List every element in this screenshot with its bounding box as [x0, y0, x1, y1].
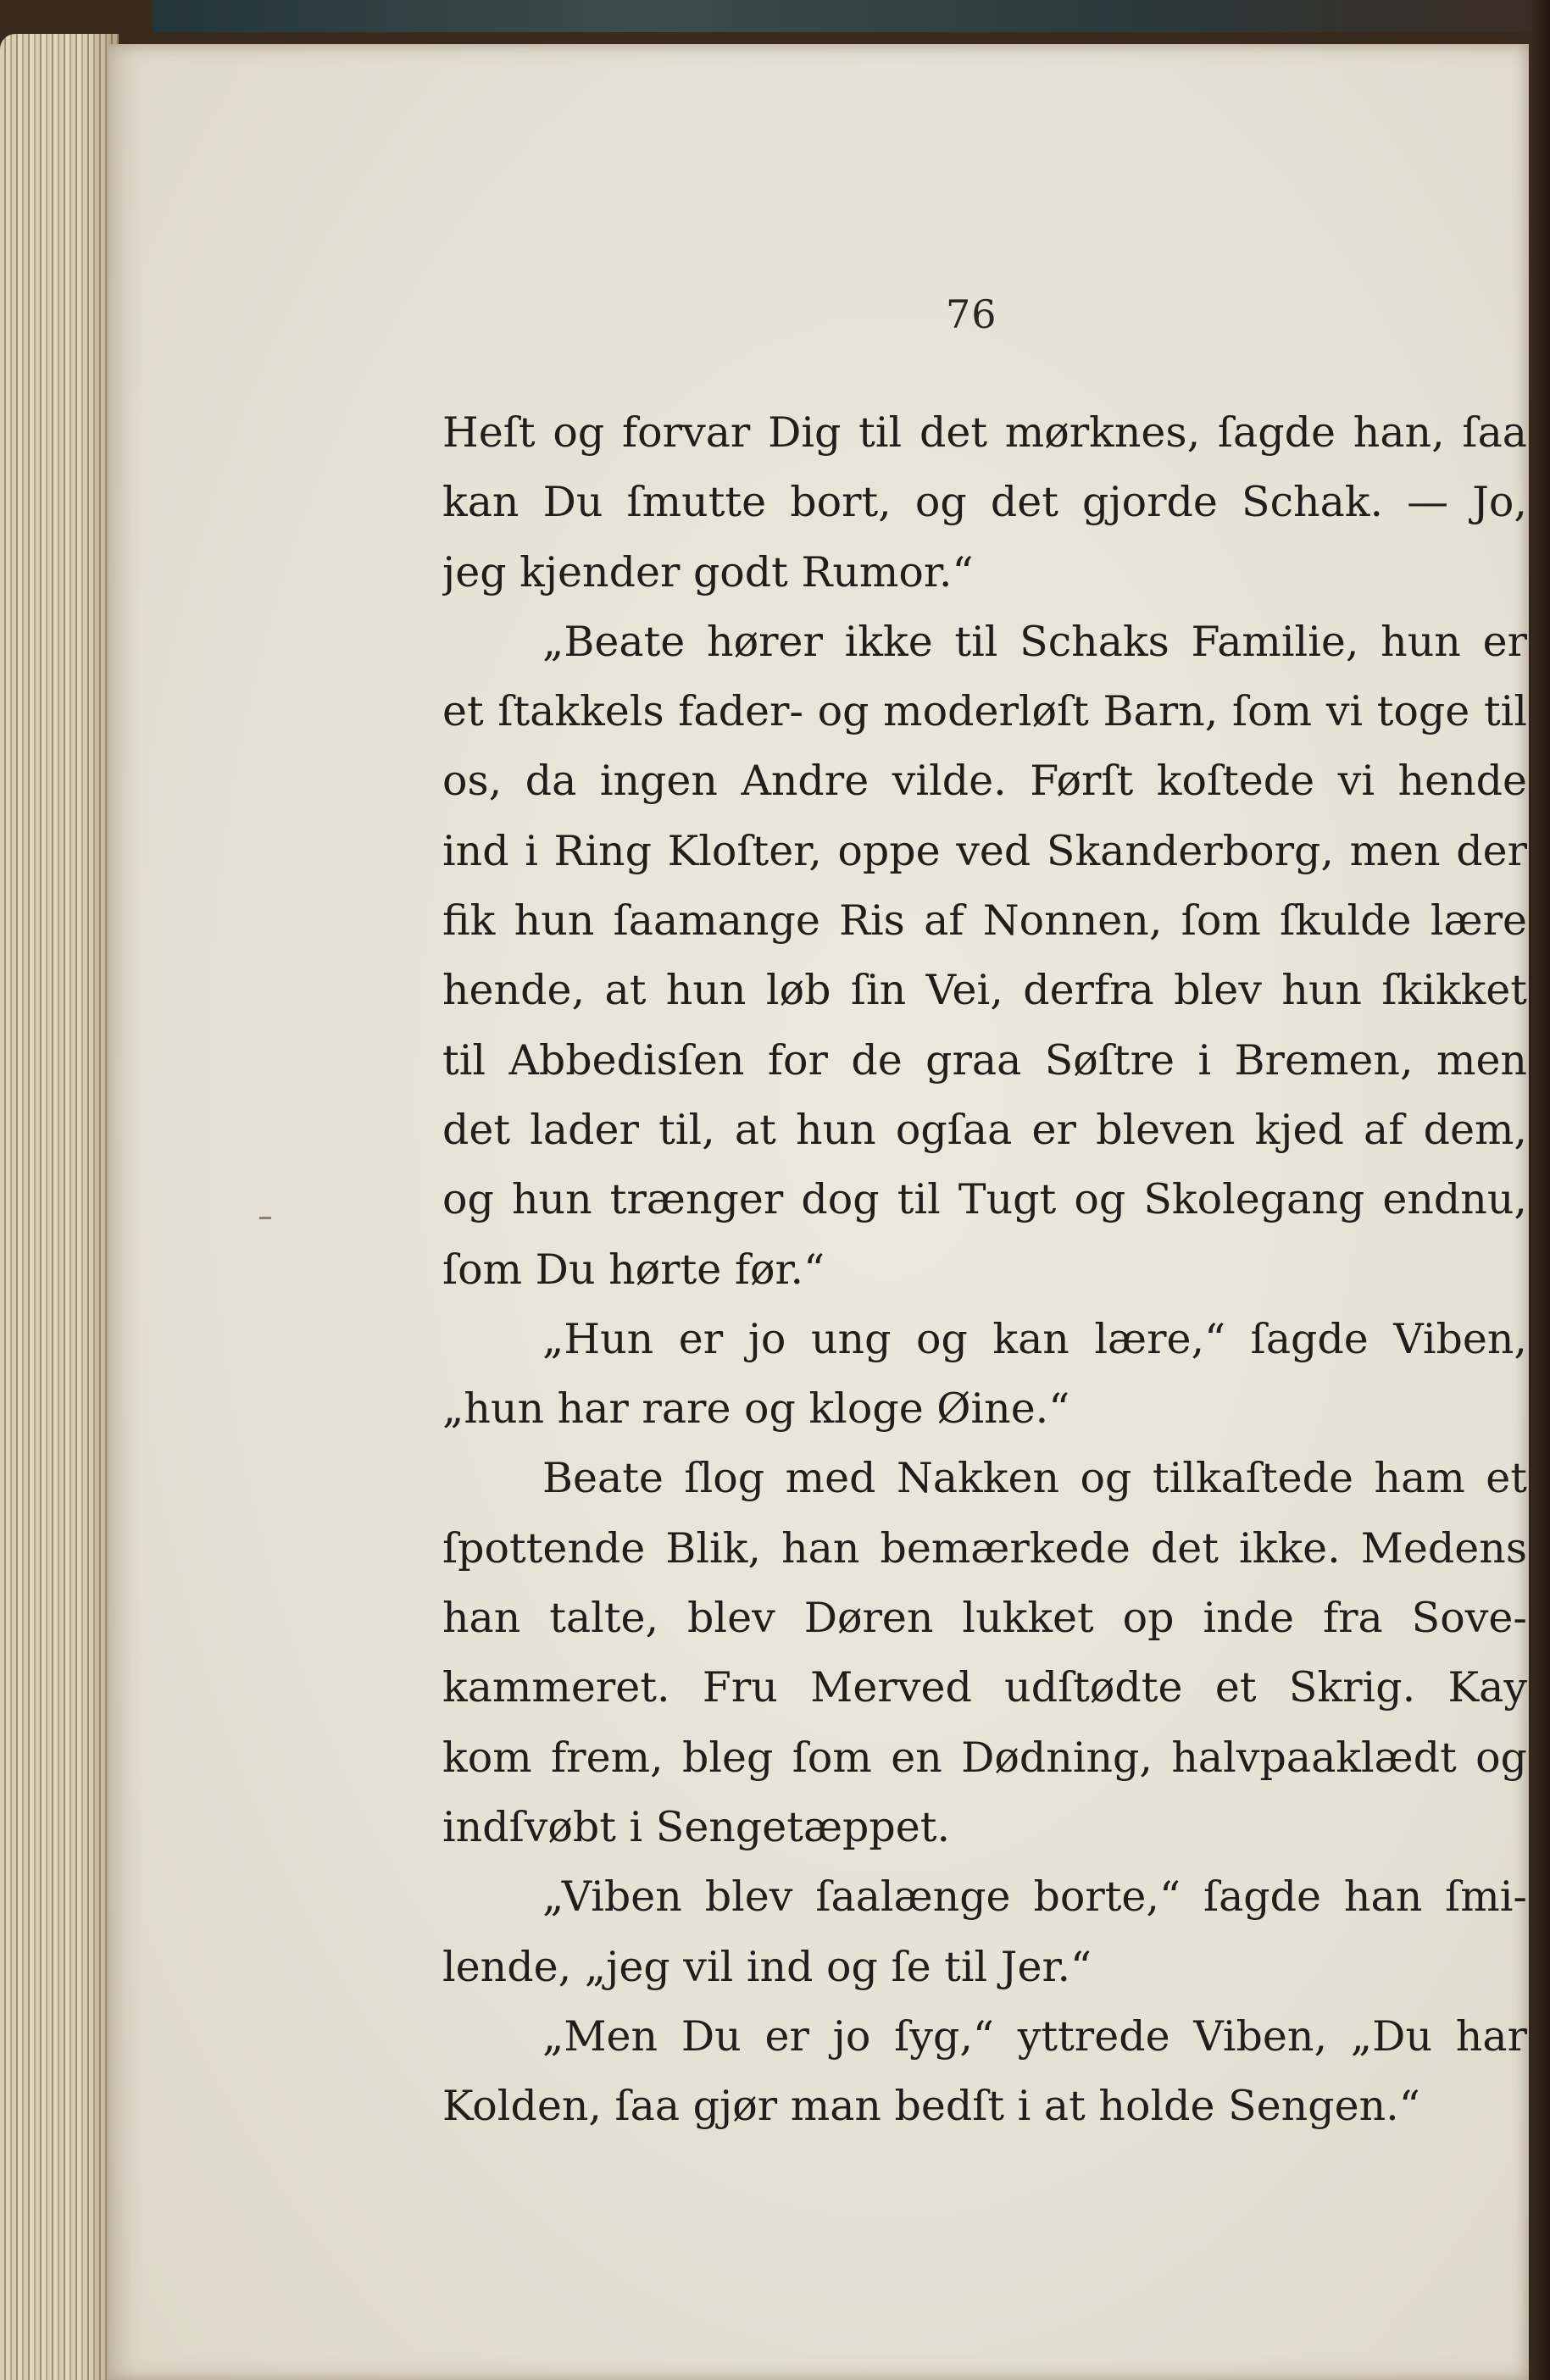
- text-line: „hun har rare og kloge Øine.“: [442, 1384, 1070, 1434]
- text-line: til Abbedisſen for de graa Søſtre i Bremen, men: [442, 1035, 1527, 1085]
- body-text: [442, 398, 1527, 2141]
- text-line: hende, at hun løb ſin Vei, derfra blev hun ſkikket: [442, 966, 1527, 1015]
- text-line: fik hun ſaamange Ris af Nonnen, ſom ſkulde lære: [442, 896, 1527, 946]
- text-line: det lader til, at hun ogſaa er bleven kjed af dem,: [442, 1105, 1527, 1154]
- text-line: Kolden, ſaa gjør man bedſt i at holde Sengen.“: [442, 2082, 1420, 2131]
- text-line: „Viben blev ſaalænge borte,“ ſagde han ſmi-: [542, 1872, 1527, 1922]
- text-line: ind i Ring Kloſter, oppe ved Skanderborg, men der: [442, 826, 1527, 875]
- text-line: os, da ingen Andre vilde. Førſt koſtede vi hende: [442, 757, 1527, 806]
- text-line: indſvøbt i Sengetæppet.: [442, 1802, 951, 1851]
- book-cover-edge-right: [1531, 0, 1550, 2380]
- text-line: kan Du ſmutte bort, og det gjorde Schak. — Jo,: [442, 478, 1527, 527]
- text-line: ſom Du hørte før.“: [442, 1245, 825, 1294]
- text-line: „Men Du er jo ſyg,“ yttrede Viben, „Du har: [542, 2011, 1527, 2061]
- text-line: Beate ſlog med Nakken og tilkaſtede ham et: [542, 1454, 1527, 1503]
- text-line: „Beate hører ikke til Schaks Familie, hun er: [542, 617, 1527, 666]
- text-line: han talte, blev Døren lukket op inde fra Sove-: [442, 1594, 1527, 1643]
- margin-mark: [259, 1217, 271, 1219]
- text-line: Heſt og forvar Dig til det mørknes, ſagde han, ſaa: [442, 408, 1527, 457]
- text-line: et ſtakkels fader- og moderløſt Barn, ſom vi toge til: [442, 687, 1527, 736]
- text-line: lende, „jeg vil ind og ſe til Jer.“: [442, 1942, 1092, 1991]
- page-number: 76: [946, 291, 997, 337]
- text-line: kom frem, bleg ſom en Dødning, halvpaaklædt og: [442, 1733, 1527, 1782]
- book-cover-edge-top: [153, 0, 1542, 32]
- book-page: [108, 44, 1529, 2380]
- text-line: og hun trænger dog til Tugt og Skolegang endnu,: [442, 1175, 1527, 1224]
- text-line: ſpottende Blik, han bemærkede det ikke. Medens: [442, 1523, 1527, 1573]
- text-line: kammeret. Fru Merved udſtødte et Skrig. Kay: [442, 1663, 1527, 1712]
- text-line: jeg kjender godt Rumor.“: [442, 547, 974, 596]
- text-line: „Hun er jo ung og kan lære,“ ſagde Viben,: [542, 1314, 1527, 1363]
- page-edges: [0, 34, 119, 2380]
